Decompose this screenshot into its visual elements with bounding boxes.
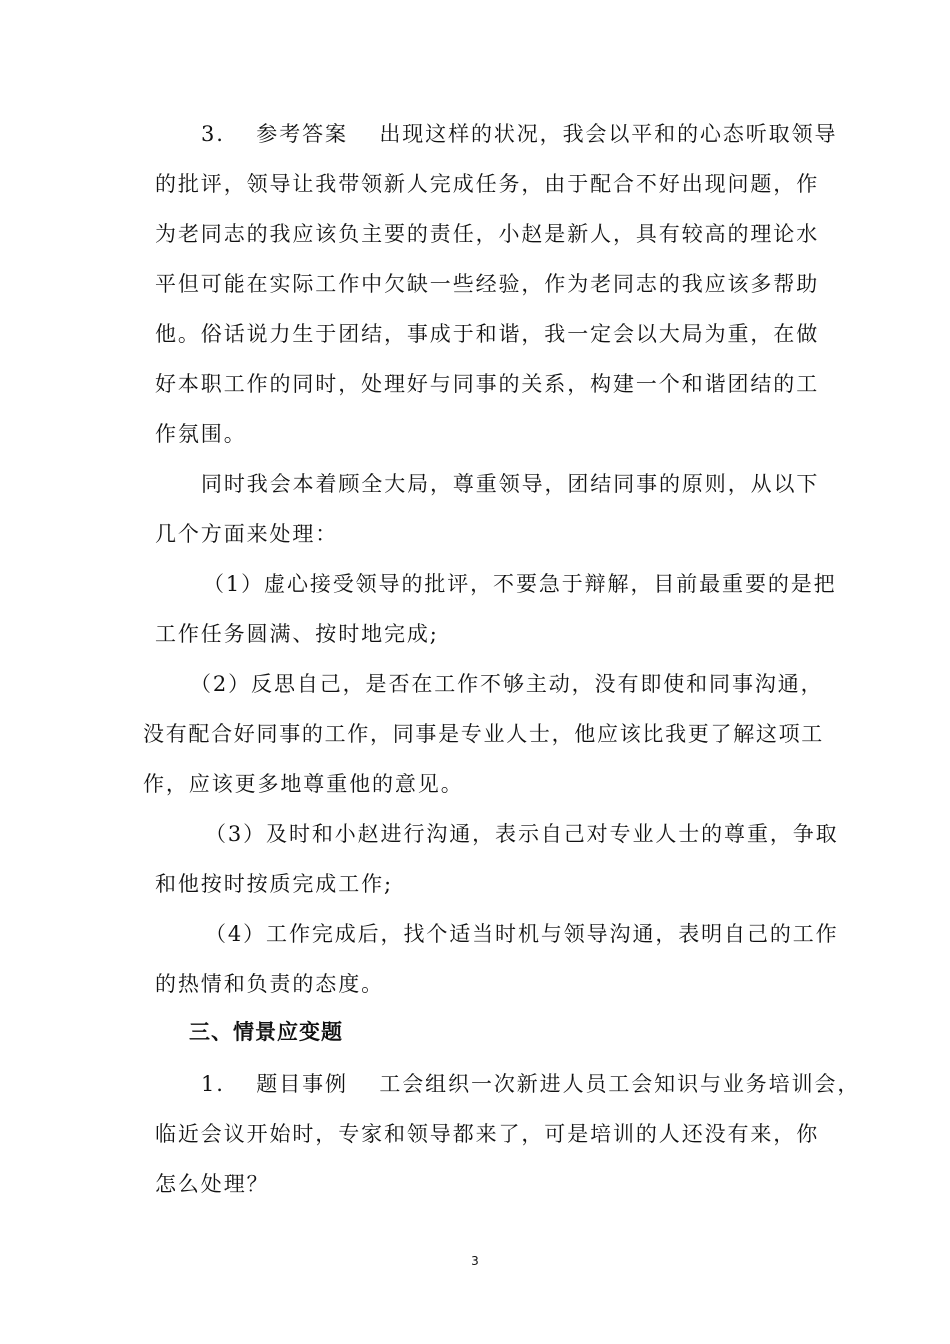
question-line: 怎么处理？ (155, 1172, 270, 1196)
question-line: 临近会议开始时，专家和领导都来了，可是培训的人还没有来，你 (155, 1122, 820, 1146)
list-item-line: 工作任务圆满、按时地完成; (155, 622, 439, 646)
list-item-line: 作，应该更多地尊重他的意见。 (143, 772, 464, 796)
list-item-line: 没有配合好同事的工作，同事是专业人士，他应该比我更了解这项工 (143, 722, 824, 746)
list-item-line: （2）反思自己，是否在工作不够主动，没有即使和同事沟通， (190, 672, 824, 696)
body-line: 几个方面来处理： (155, 522, 339, 546)
question-line: 1. 题目事例 工会组织一次新进人员工会知识与业务培训会， (201, 1072, 861, 1096)
page-number: 3 (471, 1254, 479, 1268)
body-line: 的批评，领导让我带领新人完成任务，由于配合不好出现问题，作 (155, 172, 820, 196)
body-line: 平但可能在实际工作中欠缺一些经验，作为老同志的我应该多帮助 (155, 272, 820, 296)
list-item-line: 的热情和负责的态度。 (155, 972, 384, 996)
list-item-line: （3）及时和小赵进行沟通，表示自己对专业人士的尊重，争取 (205, 822, 839, 846)
body-line: 好本职工作的同时，处理好与同事的关系，构建一个和谐团结的工 (155, 372, 820, 396)
list-item-line: （1）虚心接受领导的批评，不要急于辩解，目前最重要的是把 (203, 572, 837, 596)
body-line: 为老同志的我应该负主要的责任，小赵是新人，具有较高的理论水 (155, 222, 820, 246)
body-line: 3. 参考答案 出现这样的状况，我会以平和的心态听取领导 (201, 122, 838, 146)
body-line: 作氛围。 (155, 422, 247, 446)
section-heading: 三、情景应变题 (189, 1020, 343, 1044)
list-item-line: 和他按时按质完成工作; (155, 872, 393, 896)
body-line: 他。俗话说力生于团结，事成于和谐，我一定会以大局为重，在做 (155, 322, 820, 346)
body-line: 同时我会本着顾全大局，尊重领导，团结同事的原则，从以下 (201, 472, 820, 496)
list-item-line: （4）工作完成后，找个适当时机与领导沟通，表明自己的工作 (205, 922, 839, 946)
